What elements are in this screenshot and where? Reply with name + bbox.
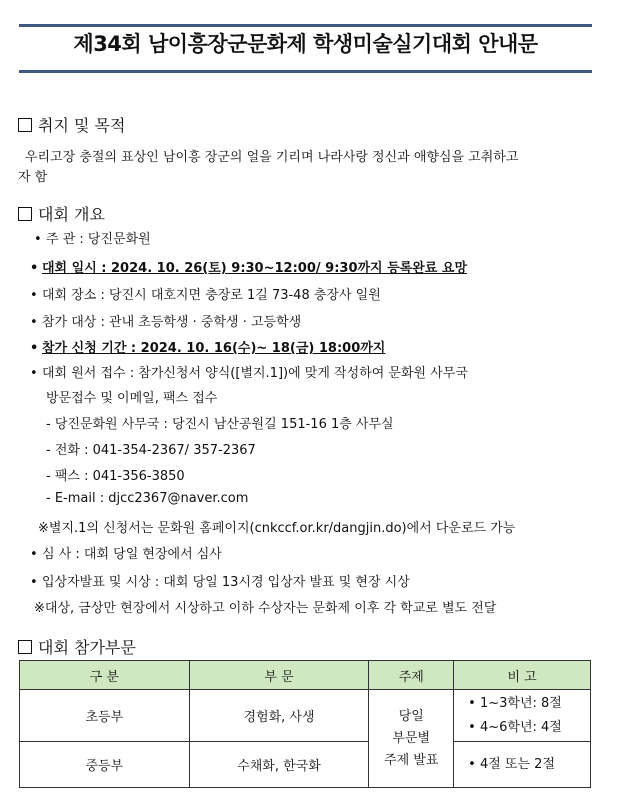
overview-organizer: • 주 관 : 당진문화원 [34, 232, 151, 247]
purpose-text-line2: 자 함 [18, 170, 48, 185]
office-fax: - 팩스 : 041-356-3850 [46, 469, 185, 484]
header-note: 비 고 [454, 661, 591, 690]
section-categories-heading: 대회 참가부문 [18, 635, 136, 658]
section-purpose-heading: 취지 및 목적 [18, 113, 125, 136]
division-cell: 중등부 [20, 742, 190, 788]
page-title: 제34회 남이흥장군문화제 학생미술실기대회 안내문 [73, 32, 538, 56]
categories-table [19, 660, 591, 788]
section-overview-heading: 대회 개요 [18, 202, 105, 225]
office-phone: - 전화 : 041-354-2367/ 357-2367 [46, 443, 256, 458]
theme-cell: 당일 부문별 주제 발표 [369, 690, 454, 788]
table-row [20, 690, 591, 742]
table-header-row [20, 661, 591, 690]
table-row [20, 742, 591, 788]
division-cell: 초등부 [20, 690, 190, 742]
checkbox-square-icon [18, 118, 32, 132]
overview-awards: • 입상자발표 및 시상 : 대회 당일 13시경 입상자 발표 및 현장 시상 [30, 575, 410, 590]
overview-place: • 대회 장소 : 당진시 대호지면 충장로 1길 73-48 충장사 일원 [30, 288, 381, 303]
overview-application: • 대회 원서 접수 : 참가신청서 양식([별지.1])에 맞게 작성하여 문화원 사무국 [30, 366, 468, 381]
header-division: 구 분 [20, 661, 190, 690]
header-category: 부 문 [189, 661, 369, 690]
office-email: - E-mail : djcc2367@naver.com [46, 491, 249, 506]
note-cell: • 1~3학년: 8절 • 4~6학년: 4절 [454, 690, 591, 742]
overview-datetime: • 대회 일시 : 2024. 10. 26(토) 9:30~12:00/ 9:30까지 등록완료 요망 [30, 261, 467, 276]
office-address: - 당진문화원 사무국 : 당진시 남산공원길 151-16 1층 사무실 [46, 417, 394, 432]
overview-period: • 참가 신청 기간 : 2024. 10. 16(수)~ 18(금) 18:00까지 [30, 341, 386, 356]
category-cell: 수채화, 한국화 [189, 742, 369, 788]
title-bottom-rule [19, 70, 592, 73]
title-top-rule [19, 24, 592, 27]
download-note: ※별지.1의 신청서는 문화원 홈페이지(cnkccf.or.kr/dangjin.do)에서 다운로드 가능 [38, 521, 516, 536]
checkbox-square-icon [18, 640, 32, 654]
note-cell: • 4절 또는 2절 [454, 742, 591, 788]
overview-target: • 참가 대상 : 관내 초등학생 · 중학생 · 고등학생 [30, 315, 302, 330]
checkbox-square-icon [18, 207, 32, 221]
overview-judging: • 심 사 : 대회 당일 현장에서 심사 [30, 547, 222, 562]
header-theme: 주제 [369, 661, 454, 690]
category-cell: 경험화, 사생 [189, 690, 369, 742]
overview-application-line2: 방문접수 및 이메일, 팩스 접수 [46, 391, 218, 406]
awards-note: ※대상, 금상만 현장에서 시상하고 이하 수상자는 문화제 이후 각 학교로 별도 전달 [34, 601, 497, 616]
purpose-text-line1: 우리고장 충절의 표상인 남이흥 장군의 얼을 기리며 나라사랑 정신과 애향심을 고취하고 [25, 150, 519, 165]
